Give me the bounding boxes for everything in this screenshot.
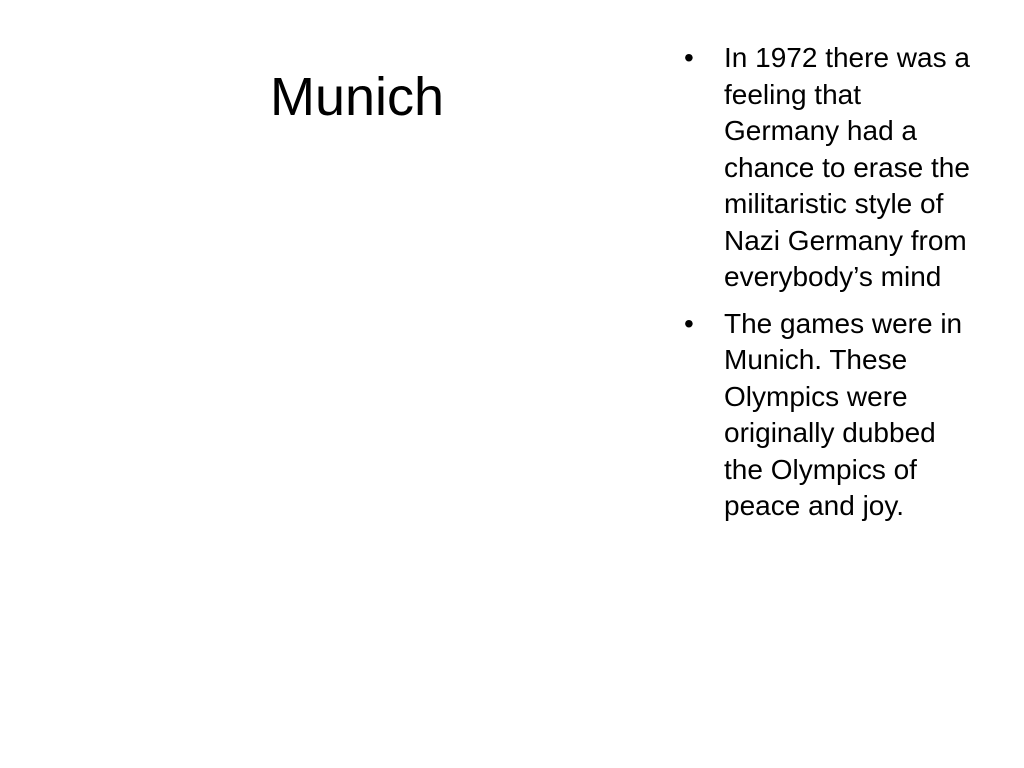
bullet-marker: • bbox=[684, 42, 694, 73]
bullet-text: In 1972 there was a feeling that Germany had a chance to erase the militaristic style of Nazi Germany from everybody’s mind bbox=[724, 42, 970, 292]
bullet-item bbox=[684, 40, 974, 296]
bullet-text: The games were in Munich. These Olympics were originally dubbed the Olympics of peace and joy. bbox=[724, 307, 963, 521]
slide-title: Munich bbox=[270, 67, 445, 127]
bullet-item bbox=[684, 306, 974, 525]
bullet-marker: • bbox=[684, 307, 694, 339]
bullet-list bbox=[684, 40, 974, 535]
